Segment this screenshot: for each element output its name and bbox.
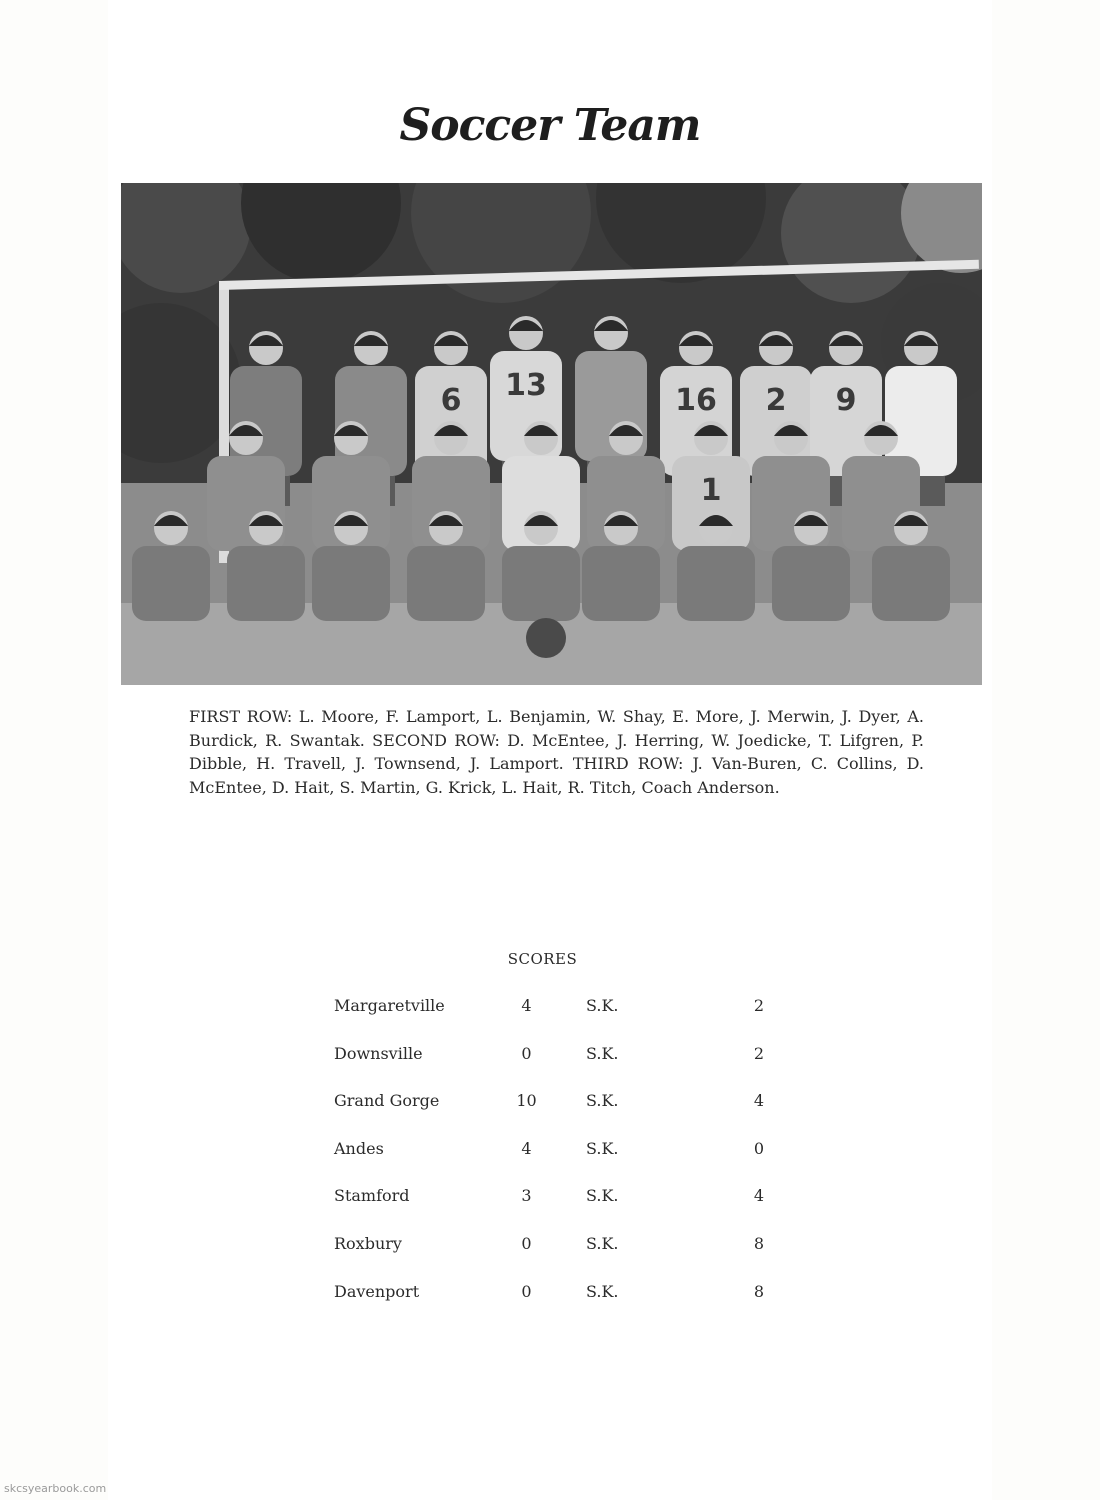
team-name: S.K. (586, 996, 619, 1015)
score-row (334, 1091, 774, 1139)
team-score: 2 (753, 996, 765, 1015)
score-row (334, 1139, 774, 1187)
jersey-number: 13 (505, 368, 547, 403)
team-name: S.K. (586, 1281, 619, 1301)
team-score: 0 (753, 1138, 765, 1158)
team-score: 2 (753, 1043, 765, 1063)
photo-caption: FIRST ROW: L. Moore, F. Lamport, L. Benjamin, W. Shay, E. More, J. Merwin, J. Dyer, A. Burdick, R. Swantak. SECOND ROW: D. McEntee, J. Herring, W. Joedicke, T. Lifgren, P. Dibble, H. Travell, J. Townsend, J. Lamport. THIRD ROW: J. Van-Buren, C. Collins, D. McEntee, D. Hait, S. Martin, G. Krick, L. Hait, R. Titch, Coach Anderson. (189, 707, 924, 797)
team-photo-drawing (121, 183, 982, 685)
jersey-number: 1 (700, 473, 722, 508)
scores-table (334, 996, 774, 1329)
team-name: S.K. (586, 1091, 619, 1111)
score-row (334, 1282, 774, 1330)
opponent-name: Andes (334, 1138, 384, 1158)
team-score: 4 (753, 1091, 765, 1111)
score-row (334, 1044, 774, 1092)
team-name: S.K. (586, 1186, 619, 1206)
score-row (334, 1234, 774, 1282)
site-watermark: skcsyearbook.com (4, 1482, 107, 1495)
opponent-name: Davenport (334, 1281, 420, 1301)
opponent-score: 4 (521, 1138, 532, 1158)
jersey-number: 6 (440, 383, 462, 418)
opponent-name: Downsville (334, 1043, 423, 1063)
team-score: 4 (753, 1186, 765, 1206)
team-photo (121, 183, 982, 685)
opponent-score: 3 (521, 1186, 532, 1206)
team-score: 8 (753, 1281, 765, 1301)
team-name: S.K. (586, 1043, 619, 1063)
opponent-score: 0 (521, 1233, 532, 1253)
score-row (334, 996, 774, 1044)
jersey-number: 2 (765, 383, 787, 418)
jersey-number: 9 (835, 383, 857, 418)
jersey-number: 16 (675, 383, 717, 418)
scores-heading: SCORES (507, 950, 578, 968)
opponent-name: Margaretville (334, 996, 445, 1015)
opponent-name: Stamford (334, 1186, 410, 1206)
score-row (334, 1186, 774, 1234)
opponent-score: 10 (516, 1091, 537, 1111)
team-name: S.K. (586, 1233, 619, 1253)
opponent-name: Grand Gorge (334, 1091, 440, 1111)
soccer-ball (526, 618, 566, 658)
team-name: S.K. (586, 1138, 619, 1158)
opponent-name: Roxbury (334, 1233, 402, 1253)
opponent-score: 0 (521, 1043, 532, 1063)
opponent-score: 0 (521, 1281, 532, 1301)
page-title: Soccer Team (399, 100, 701, 151)
opponent-score: 4 (521, 996, 532, 1015)
team-score: 8 (753, 1233, 765, 1253)
